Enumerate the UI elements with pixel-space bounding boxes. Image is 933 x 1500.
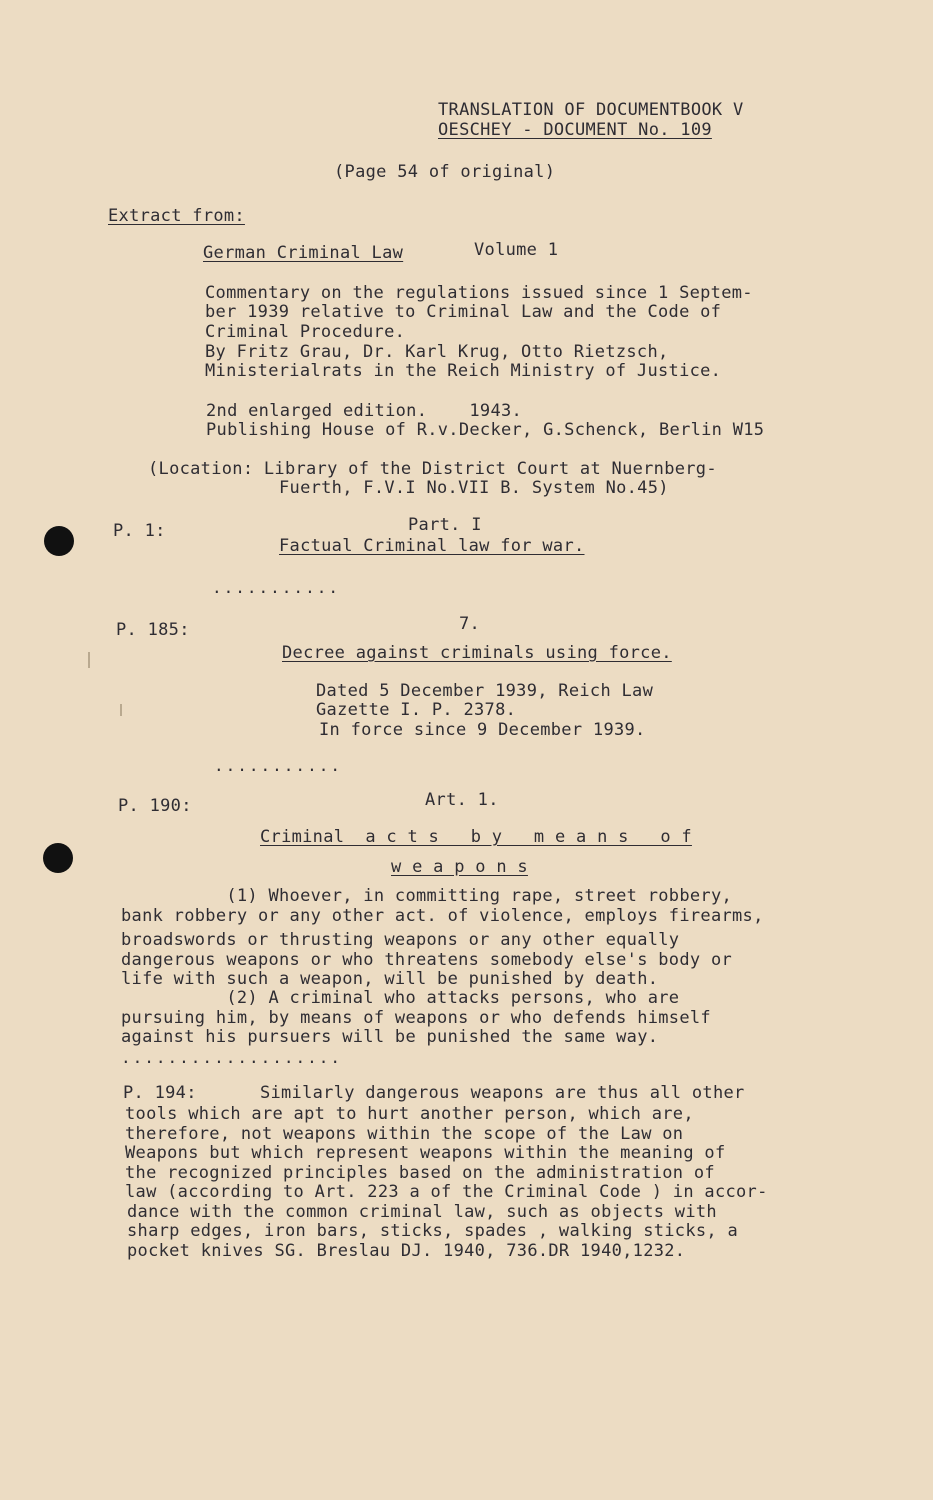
section-page-label: P. 190: bbox=[118, 796, 192, 816]
article-text-line: (1) Whoever, in committing rape, street robbery, bbox=[121, 886, 733, 906]
section-page-label: P. 1: bbox=[113, 521, 166, 541]
decree-title: Decree against criminals using force. bbox=[282, 643, 672, 663]
decree-number: 7. bbox=[459, 614, 481, 634]
commentary-text-line: tools which are apt to hurt another person, which are, bbox=[125, 1104, 694, 1124]
description-line: Ministerialrats in the Reich Ministry of Justice. bbox=[205, 361, 722, 381]
commentary-text-line: P. 194: Similarly dangerous weapons are thus all other bbox=[123, 1083, 745, 1103]
edition-line: 2nd enlarged edition. 1943. bbox=[206, 401, 523, 421]
page-reference: (Page 54 of original) bbox=[334, 162, 556, 182]
decree-date-line: Gazette I. P. 2378. bbox=[316, 700, 517, 720]
description-line: Criminal Procedure. bbox=[205, 322, 406, 342]
decree-date-line: Dated 5 December 1939, Reich Law bbox=[316, 681, 654, 701]
article-text-line: pursuing him, by means of weapons or who defends himself bbox=[121, 1008, 711, 1028]
article-text-line: bank robbery or any other act. of violence, employs firearms, bbox=[121, 906, 764, 926]
commentary-text-line: Weapons but which represent weapons within the meaning of bbox=[125, 1143, 726, 1163]
commentary-text-line: law (according to Art. 223 a of the Criminal Code ) in accor- bbox=[125, 1182, 768, 1202]
book-title: German Criminal Law bbox=[203, 243, 404, 263]
ellipsis-separator: ................... bbox=[121, 1048, 343, 1067]
article-text-line: broadswords or thrusting weapons or any other equally bbox=[121, 930, 680, 950]
part-title: Factual Criminal law for war. bbox=[279, 536, 585, 556]
article-text-line: life with such a weapon, will be punished by death. bbox=[121, 969, 659, 989]
extract-label: Extract from: bbox=[108, 206, 245, 226]
punch-hole bbox=[43, 843, 73, 873]
article-text-line: (2) A criminal who attacks persons, who are bbox=[121, 988, 680, 1008]
location-line: (Location: Library of the District Court at Nuernberg- bbox=[148, 459, 717, 479]
decree-date-line: In force since 9 December 1939. bbox=[319, 720, 646, 740]
part-heading: Part. I bbox=[408, 515, 482, 535]
punch-hole bbox=[44, 526, 74, 556]
commentary-text-line: the recognized principles based on the administration of bbox=[125, 1163, 715, 1183]
commentary-text-line: sharp edges, iron bars, sticks, spades , walking sticks, a bbox=[127, 1221, 739, 1241]
location-line: Fuerth, F.V.I No.VII B. System No.45) bbox=[279, 478, 669, 498]
document-number: OESCHEY - DOCUMENT No. 109 bbox=[438, 120, 712, 140]
description-line: ber 1939 relative to Criminal Law and the Code of bbox=[205, 302, 722, 322]
article-title: w e a p o n s bbox=[391, 857, 528, 877]
article-heading: Art. 1. bbox=[425, 790, 499, 810]
header-title: TRANSLATION OF DOCUMENTBOOK V bbox=[438, 100, 744, 120]
publisher-line: Publishing House of R.v.Decker, G.Schenck, Berlin W15 bbox=[206, 420, 765, 440]
section-page-label: P. 185: bbox=[116, 620, 190, 640]
ellipsis-separator: ........... bbox=[212, 578, 340, 597]
commentary-text-line: pocket knives SG. Breslau DJ. 1940, 736.DR 1940,1232. bbox=[127, 1241, 686, 1261]
book-volume: Volume 1 bbox=[474, 240, 559, 260]
paper-mark bbox=[88, 652, 90, 668]
description-line: Commentary on the regulations issued since 1 Septem- bbox=[205, 283, 753, 303]
article-title: Criminal a c t s b y m e a n s o f bbox=[260, 827, 692, 847]
article-text-line: dangerous weapons or who threatens somebody else's body or bbox=[121, 950, 733, 970]
paper-mark bbox=[120, 704, 122, 716]
article-text-line: against his pursuers will be punished the same way. bbox=[121, 1027, 659, 1047]
commentary-text-line: dance with the common criminal law, such as objects with bbox=[127, 1202, 717, 1222]
ellipsis-separator: ........... bbox=[214, 756, 342, 775]
description-line: By Fritz Grau, Dr. Karl Krug, Otto Rietzsch, bbox=[205, 342, 669, 362]
commentary-text-line: therefore, not weapons within the scope of the Law on bbox=[125, 1124, 684, 1144]
